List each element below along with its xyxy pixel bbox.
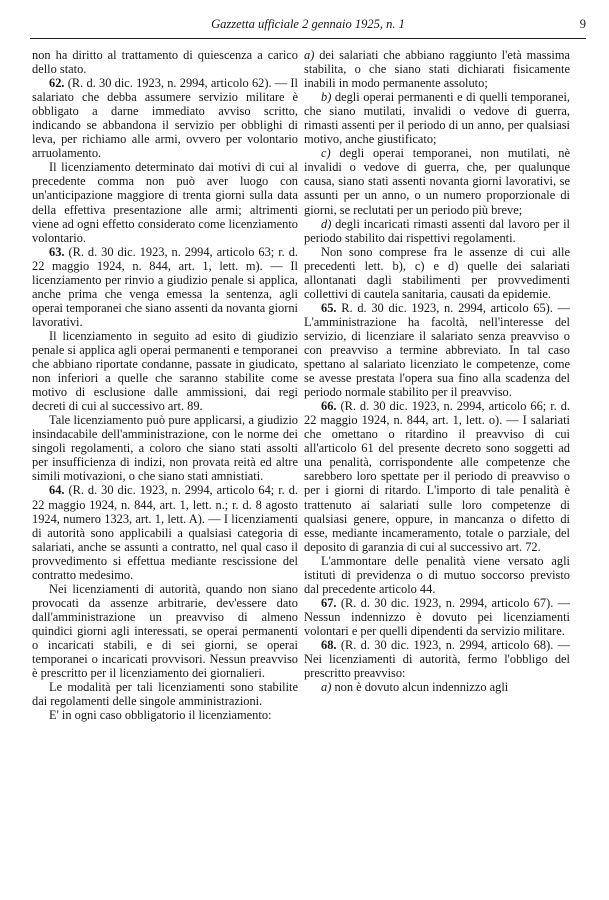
paragraph-text: non ha diritto al trattamento di quiescenza a carico dello stato. [32,48,298,77]
paragraph-text: (R. d. 30 dic. 1923, n. 2994, articolo 66; r. d. 22 maggio 1924, n. 844, art. 1, lett. o). — I salariati che omettano o ritardino il preavviso di cui all'articolo 61 del presente decreto sono soggetti ad una penalità, corrispondente alle competenze che sarebbero loro spettate per il periodo di preavviso o per i giorni di ritardo. L'importo di tale penalità è trattenuto ai salariati sulle loro competenze di qualsiasi genere, oppure, in mancanza o difetto di esse, mediante incameramento, totale o parziale, del deposito di garanzia di cui al successivo art. 72. [304,399,570,554]
paragraph [304,596,570,638]
paragraph-text: L'ammontare delle penalità viene versato agli istituti di previdenza o di mutuo soccorso previsto dal precedente articolo 44. [304,553,570,596]
paragraph [32,48,298,76]
paragraph [304,638,570,680]
item-label: a) [304,48,315,62]
paragraph [32,76,298,160]
paragraph [304,680,570,694]
paragraph [32,582,298,680]
paragraph [32,329,298,413]
page-number: 9 [579,17,586,31]
article-number: 64. [49,483,65,498]
paragraph [304,90,570,146]
article-number: 67. [321,595,337,610]
paragraph-text: (R. d. 30 dic. 1923, n. 2994, articolo 67). — Nessun indennizzo è dovuto pei licenziamenti volontari e per quelli dipendenti da servizio militare. [304,595,570,638]
item-label: a) [321,680,332,695]
gazette-title: Gazzetta ufficiale 2 gennaio 1925, n. 1 [211,17,405,31]
paragraph-text: Tale licenziamento può pure applicarsi, a giudizio insindacabile dell'amministrazione, con le norme dei singoli regolamenti, a coloro che siano stati assolti per insufficienza di indizi, non provata reità ed altre simili motivazioni, o che siano stati amnistiati. [32,413,298,484]
paragraph-text: (R. d. 30 dic. 1923, n. 2994, articolo 63; r. d. 22 maggio 1924, n. 844, art. 1, lett. m). — Il licenziamento per rinvio a giudizio penale si applica, anche prima che venga emessa la sentenza, agli operai temporanei che siano assenti da novanta giorni lavorativi. [32,244,298,329]
item-label: c) [321,146,331,161]
header-rule [30,38,586,39]
paragraph [304,554,570,596]
paragraph-text: Il licenziamento determinato dai motivi di cui al precedente comma non può aver luogo con un'anticipazione maggiore di trenta giorni sulla data della effettiva presentazione alle armi; altrimenti viene ad ogni effetto considerato come licenziamento volontario. [32,160,298,245]
paragraph-text: Non sono comprese fra le assenze di cui alle precedenti lett. b), c) e d) quelle dei salariati allontanati dagli stabilimenti per provvedimenti collettivi di cautela sanitaria, causati da epidemie. [304,244,570,301]
page-header [30,14,586,34]
paragraph [304,146,570,216]
article-number: 63. [49,244,65,259]
paragraph-text: Il licenziamento in seguito ad esito di giudizio penale si applica agli operai permanenti e temporanei che abbiano riportate condanne, passate in giudicato, non inferiori a quelle che saranno stabilite come motivo di esclusione dalle ammissioni, dai regi decreti di cui al successivo art. 89. [32,328,298,414]
paragraph [32,245,298,329]
article-number: 65. [321,300,337,315]
left-column [32,48,298,888]
paragraph [304,48,570,90]
paragraph [304,217,570,245]
paragraph [304,301,570,399]
paragraph-text: dei salariati che abbiano raggiunto l'età massima stabilita, o che siano stati dichiarati fisicamente inabili in modo permanente assoluto; [304,48,570,91]
item-label: b) [321,90,332,105]
paragraph [32,483,298,581]
paragraph-text: (R. d. 30 dic. 1923, n. 2994, articolo 68). — Nei licenziamenti di autorità, fermo l'obbligo del prescritto preavviso: [304,637,570,681]
paragraph-text: degli operai permanenti e di quelli temporanei, che siano mutilati, invalidi o vedove di guerra, rimasti assenti per il periodo di un anno, per qualsiasi motivo, anche giustificato; [304,90,570,147]
article-number: 66. [321,399,337,414]
paragraph-text: Nei licenziamenti di autorità, quando non siano provocati da assenze arbitrarie, dev'essere dato dall'amministrazione un preavviso di almeno quindici giorni agli interessati, se operai permanenti o incaricati stabili, e di sei giorni, se operai temporanei o incaricati provvisori. Nessun preavviso è prescritto per il licenziamento dei giornalieri. [32,581,298,681]
paragraph [32,160,298,244]
right-column [304,48,570,888]
article-number: 68. [321,637,337,652]
paragraph-text: E' in ogni caso obbligatorio il licenziamento: [49,708,272,723]
paragraph [32,413,298,483]
paragraph-text: degli operai temporanei, non mutilati, nè invalidi o vedove di guerra, che, per qualunque causa, siano stati assenti novanta giorni lavorativi, se assunti per un anno, o un numero proporzionale di giorni, se reclutati per un periodo più breve; [304,146,570,217]
paragraph-text: Le modalità per tali licenziamenti sono stabilite dai regolamenti delle singole amministrazioni. [32,680,298,709]
item-label: d) [321,216,332,231]
paragraph-text: (R. d. 30 dic. 1923, n. 2994, articolo 62). — Il salariato che debba assumere servizio militare è obbligato a darne immediato avviso scritto, indicando se abbandona il servizio per obblighi di leva, per richiamo alle armi, ovvero per volontario arruolamento. [32,76,298,161]
paragraph [304,245,570,301]
paragraph-text: degli incaricati rimasti assenti dal lavoro per il periodo stabilito dai rispettivi regolamenti. [304,216,570,245]
paragraph-text: (R. d. 30 dic. 1923, n. 2994, articolo 64; r. d. 22 maggio 1924, n. 844, art. 1, lett. n.; r. d. 8 agosto 1924, numero 1323, art. 1, lett. A). — I licenziamenti di autorità sono applicabili a qualsiasi categoria di salariati, anche se assunti a contratto, nel qual caso il provvedimento si effettua mediante rescissione del contratto medesimo. [32,483,298,582]
paragraph [304,399,570,554]
paragraph-text: non è dovuto alcun indennizzo agli [334,680,509,695]
paragraph [32,680,298,708]
paragraph [32,708,298,722]
article-number: 62. [49,76,65,91]
paragraph-text: R. d. 30 dic. 1923, n. 2994, articolo 65). — L'amministrazione ha facoltà, nell'interesse del servizio, di licenziare il salariato senza preavviso o con preavviso a termine abbreviato. In tal caso spettano al salariato licenziato le competenze, come se avesse prestata l'opera sua fino alla scadenza del periodo normale stabilito per il preavviso. [304,300,570,400]
